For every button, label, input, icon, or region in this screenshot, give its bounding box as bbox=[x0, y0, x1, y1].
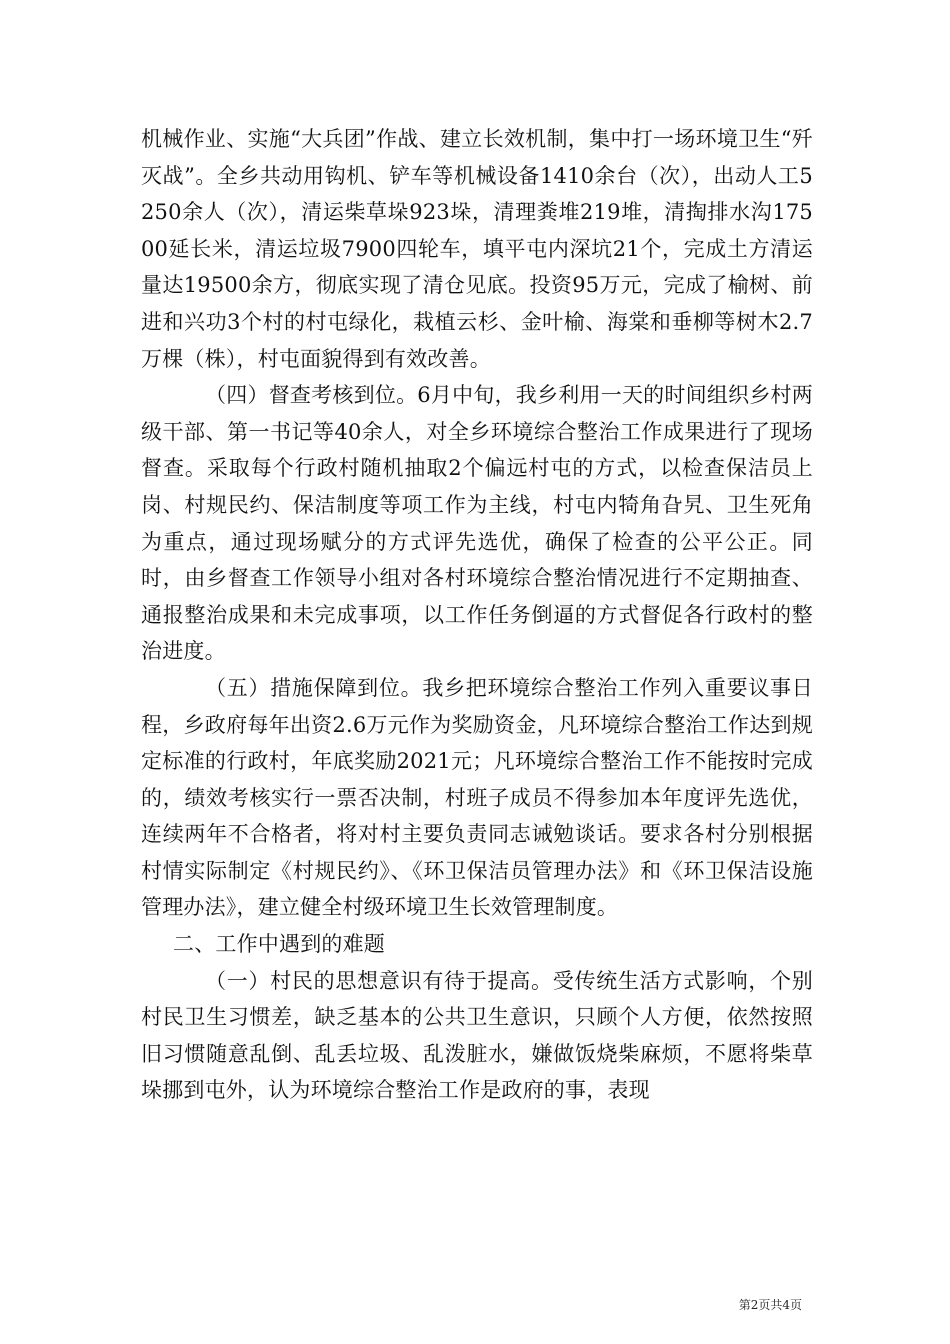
document-body bbox=[141, 121, 813, 1109]
paragraph-measures: （五）措施保障到位。我乡把环境综合整治工作列入重要议事日程，乡政府每年出资2.6万元作为奖励资金，凡环境综合整治工作达到规定标准的行政村，年底奖励2021元；凡环境综合整治工作不能按时完成的，绩效考核实行一票否决制，村班子成员不得参加本年度评先选优，连续两年不合格者，将对村主要负责同志诫勉谈话。要求各村分别根据村情实际制定《村规民约》、《环卫保洁员管理办法》和《环卫保洁设施管理办法》，建立健全村级环境卫生长效管理制度。 bbox=[141, 675, 813, 920]
paragraph-continuation: 机械作业、实施“大兵团”作战、建立长效机制，集中打一场环境卫生“歼灭战”。全乡共动用钩机、铲车等机械设备1410余台（次），出动人工5250余人（次），清运柴草垛923垛，清理粪堆219堆，清掏排水沟17500延长米，清运垃圾7900四轮车，填平屯内深坑21个，完成土方清运量达19500余方，彻底实现了清仓见底。投资95万元，完成了榆树、前进和兴功3个村的村屯绿化，栽植云杉、金叶榆、海棠和垂柳等树木2.7万棵（株），村屯面貌得到有效改善。 bbox=[141, 127, 813, 371]
paragraph-supervision: （四）督查考核到位。6月中旬，我乡利用一天的时间组织乡村两级干部、第一书记等40余人，对全乡环境综合整治工作成果进行了现场督查。采取每个行政村随机抽取2个偏远村屯的方式，以检查保洁员上岗、村规民约、保洁制度等项工作为主线，村屯内犄角旮旯、卫生死角为重点，通过现场赋分的方式评先选优，确保了检查的公平公正。同时，由乡督查工作领导小组对各村环境综合整治情况进行不定期抽查、通报整治成果和未完成事项，以工作任务倒逼的方式督促各行政村的整治进度。 bbox=[141, 383, 813, 664]
paragraph-villager-awareness: （一）村民的思想意识有待于提高。受传统生活方式影响，个别村民卫生习惯差，缺乏基本的公共卫生意识，只顾个人方便，依然按照旧习惯随意乱倒、乱丢垃圾、乱泼脏水，嫌做饭烧柴麻烦，不愿将柴草垛挪到屯外，认为环境综合整治工作是政府的事，表现 bbox=[141, 968, 813, 1103]
page-number-footer: 第2页共4页 bbox=[738, 1298, 802, 1312]
section-heading-difficulties: 二、工作中遇到的难题 bbox=[173, 932, 385, 957]
